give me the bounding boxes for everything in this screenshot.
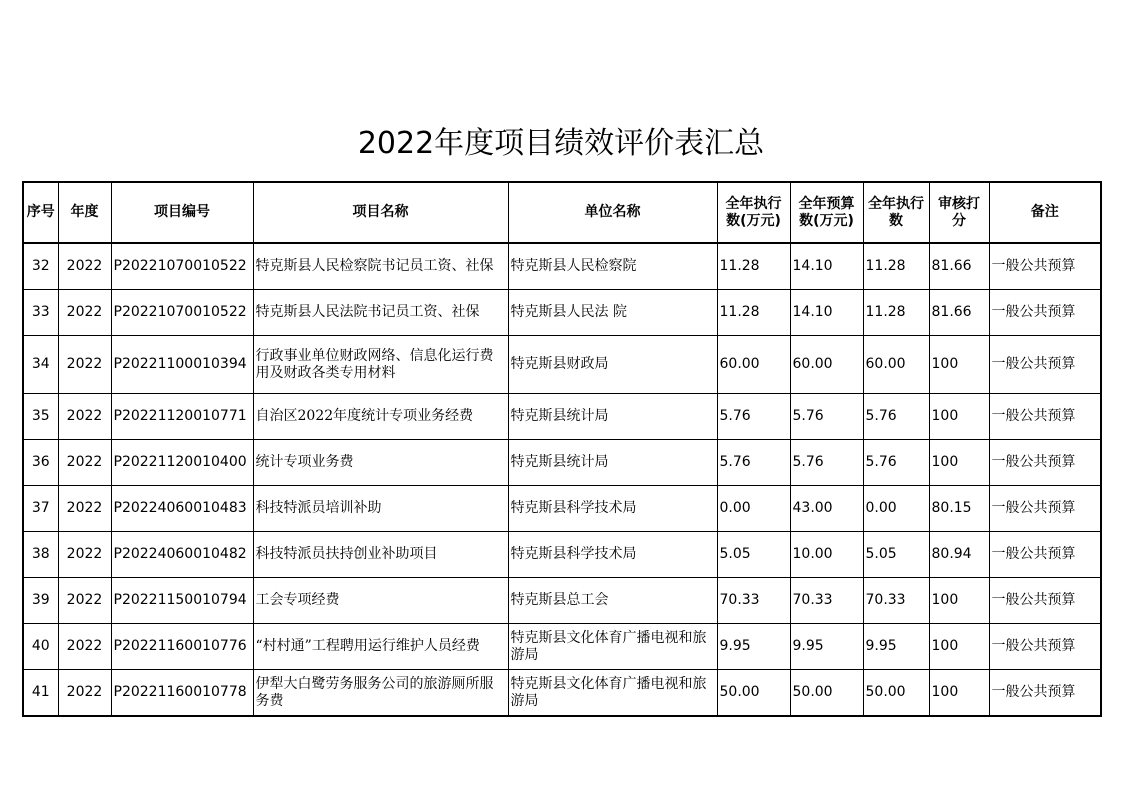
cell-code: P20224060010483: [111, 486, 253, 532]
cell-name: 行政事业单位财政网络、信息化运行费用及财政各类专用材料: [253, 336, 508, 394]
cell-seq: 38: [23, 532, 58, 578]
cell-unit: 特克斯县人民法 院: [508, 290, 717, 336]
cell-score: 100: [929, 440, 989, 486]
table-row: [23, 336, 1101, 394]
header-exec: 全年执行数(万元): [717, 182, 790, 243]
table-body: [23, 243, 1101, 716]
header-note: 备注: [989, 182, 1101, 243]
cell-exec: 9.95: [717, 624, 790, 670]
cell-rate: 11.28: [863, 290, 929, 336]
header-year: 年度: [58, 182, 111, 243]
cell-score: 80.94: [929, 532, 989, 578]
header-budget: 全年预算数(万元): [790, 182, 863, 243]
cell-budget: 10.00: [790, 532, 863, 578]
cell-seq: 39: [23, 578, 58, 624]
cell-budget: 5.76: [790, 440, 863, 486]
cell-seq: 35: [23, 394, 58, 440]
cell-rate: 70.33: [863, 578, 929, 624]
cell-note: 一般公共预算: [989, 290, 1101, 336]
table-row: [23, 290, 1101, 336]
cell-year: 2022: [58, 440, 111, 486]
cell-score: 80.15: [929, 486, 989, 532]
cell-name: “村村通”工程聘用运行维护人员经费: [253, 624, 508, 670]
cell-name: 统计专项业务费: [253, 440, 508, 486]
cell-code: P20221160010778: [111, 670, 253, 717]
cell-note: 一般公共预算: [989, 336, 1101, 394]
cell-rate: 9.95: [863, 624, 929, 670]
header-rate: 全年执行数: [863, 182, 929, 243]
cell-rate: 11.28: [863, 243, 929, 290]
cell-unit: 特克斯县统计局: [508, 440, 717, 486]
cell-score: 100: [929, 624, 989, 670]
header-name: 项目名称: [253, 182, 508, 243]
cell-score: 100: [929, 336, 989, 394]
cell-exec: 5.76: [717, 394, 790, 440]
table-row: [23, 486, 1101, 532]
cell-unit: 特克斯县总工会: [508, 578, 717, 624]
table-row: [23, 440, 1101, 486]
performance-table: [22, 181, 1102, 717]
cell-rate: 50.00: [863, 670, 929, 717]
table-row: [23, 243, 1101, 290]
cell-budget: 14.10: [790, 243, 863, 290]
cell-unit: 特克斯县财政局: [508, 336, 717, 394]
cell-seq: 40: [23, 624, 58, 670]
cell-code: P20221120010400: [111, 440, 253, 486]
cell-budget: 5.76: [790, 394, 863, 440]
cell-score: 81.66: [929, 243, 989, 290]
cell-unit: 特克斯县统计局: [508, 394, 717, 440]
header-code: 项目编号: [111, 182, 253, 243]
cell-unit: 特克斯县文化体育广播电视和旅游局: [508, 670, 717, 717]
cell-budget: 9.95: [790, 624, 863, 670]
cell-score: 100: [929, 578, 989, 624]
cell-exec: 11.28: [717, 243, 790, 290]
cell-score: 100: [929, 394, 989, 440]
cell-code: P20221070010522: [111, 290, 253, 336]
cell-note: 一般公共预算: [989, 440, 1101, 486]
header-row: [23, 182, 1101, 243]
cell-code: P20221160010776: [111, 624, 253, 670]
cell-name: 自治区2022年度统计专项业务经费: [253, 394, 508, 440]
cell-seq: 34: [23, 336, 58, 394]
cell-exec: 70.33: [717, 578, 790, 624]
cell-exec: 60.00: [717, 336, 790, 394]
cell-budget: 14.10: [790, 290, 863, 336]
cell-note: 一般公共预算: [989, 624, 1101, 670]
cell-year: 2022: [58, 532, 111, 578]
table-row: [23, 394, 1101, 440]
cell-year: 2022: [58, 243, 111, 290]
cell-seq: 36: [23, 440, 58, 486]
header-seq: 序号: [23, 182, 58, 243]
header-score: 审核打分: [929, 182, 989, 243]
cell-rate: 5.76: [863, 394, 929, 440]
cell-exec: 5.76: [717, 440, 790, 486]
cell-name: 工会专项经费: [253, 578, 508, 624]
cell-code: P20221120010771: [111, 394, 253, 440]
cell-budget: 43.00: [790, 486, 863, 532]
cell-unit: 特克斯县文化体育广播电视和旅游局: [508, 624, 717, 670]
cell-name: 科技特派员培训补助: [253, 486, 508, 532]
cell-seq: 41: [23, 670, 58, 717]
cell-budget: 60.00: [790, 336, 863, 394]
table-row: [23, 532, 1101, 578]
table-row: [23, 578, 1101, 624]
cell-note: 一般公共预算: [989, 243, 1101, 290]
cell-exec: 0.00: [717, 486, 790, 532]
cell-note: 一般公共预算: [989, 394, 1101, 440]
cell-year: 2022: [58, 670, 111, 717]
cell-budget: 50.00: [790, 670, 863, 717]
cell-year: 2022: [58, 336, 111, 394]
cell-rate: 5.05: [863, 532, 929, 578]
cell-code: P20224060010482: [111, 532, 253, 578]
page-title: 2022年度项目绩效评价表汇总: [357, 126, 765, 161]
cell-score: 81.66: [929, 290, 989, 336]
cell-year: 2022: [58, 624, 111, 670]
cell-note: 一般公共预算: [989, 670, 1101, 717]
cell-name: 科技特派员扶持创业补助项目: [253, 532, 508, 578]
cell-budget: 70.33: [790, 578, 863, 624]
cell-unit: 特克斯县科学技术局: [508, 486, 717, 532]
table-row: [23, 670, 1101, 717]
cell-name: 伊犁大白鹭劳务服务公司的旅游厕所服务费: [253, 670, 508, 717]
cell-code: P20221100010394: [111, 336, 253, 394]
cell-note: 一般公共预算: [989, 486, 1101, 532]
cell-exec: 50.00: [717, 670, 790, 717]
cell-name: 特克斯县人民法院书记员工资、社保: [253, 290, 508, 336]
cell-note: 一般公共预算: [989, 532, 1101, 578]
cell-note: 一般公共预算: [989, 578, 1101, 624]
cell-name: 特克斯县人民检察院书记员工资、社保: [253, 243, 508, 290]
cell-rate: 0.00: [863, 486, 929, 532]
cell-unit: 特克斯县人民检察院: [508, 243, 717, 290]
cell-rate: 5.76: [863, 440, 929, 486]
cell-year: 2022: [58, 290, 111, 336]
cell-exec: 5.05: [717, 532, 790, 578]
header-unit: 单位名称: [508, 182, 717, 243]
cell-seq: 33: [23, 290, 58, 336]
cell-code: P20221150010794: [111, 578, 253, 624]
cell-year: 2022: [58, 486, 111, 532]
cell-seq: 37: [23, 486, 58, 532]
cell-year: 2022: [58, 578, 111, 624]
cell-unit: 特克斯县科学技术局: [508, 532, 717, 578]
cell-seq: 32: [23, 243, 58, 290]
cell-year: 2022: [58, 394, 111, 440]
table-row: [23, 624, 1101, 670]
cell-rate: 60.00: [863, 336, 929, 394]
cell-code: P20221070010522: [111, 243, 253, 290]
cell-exec: 11.28: [717, 290, 790, 336]
cell-score: 100: [929, 670, 989, 717]
